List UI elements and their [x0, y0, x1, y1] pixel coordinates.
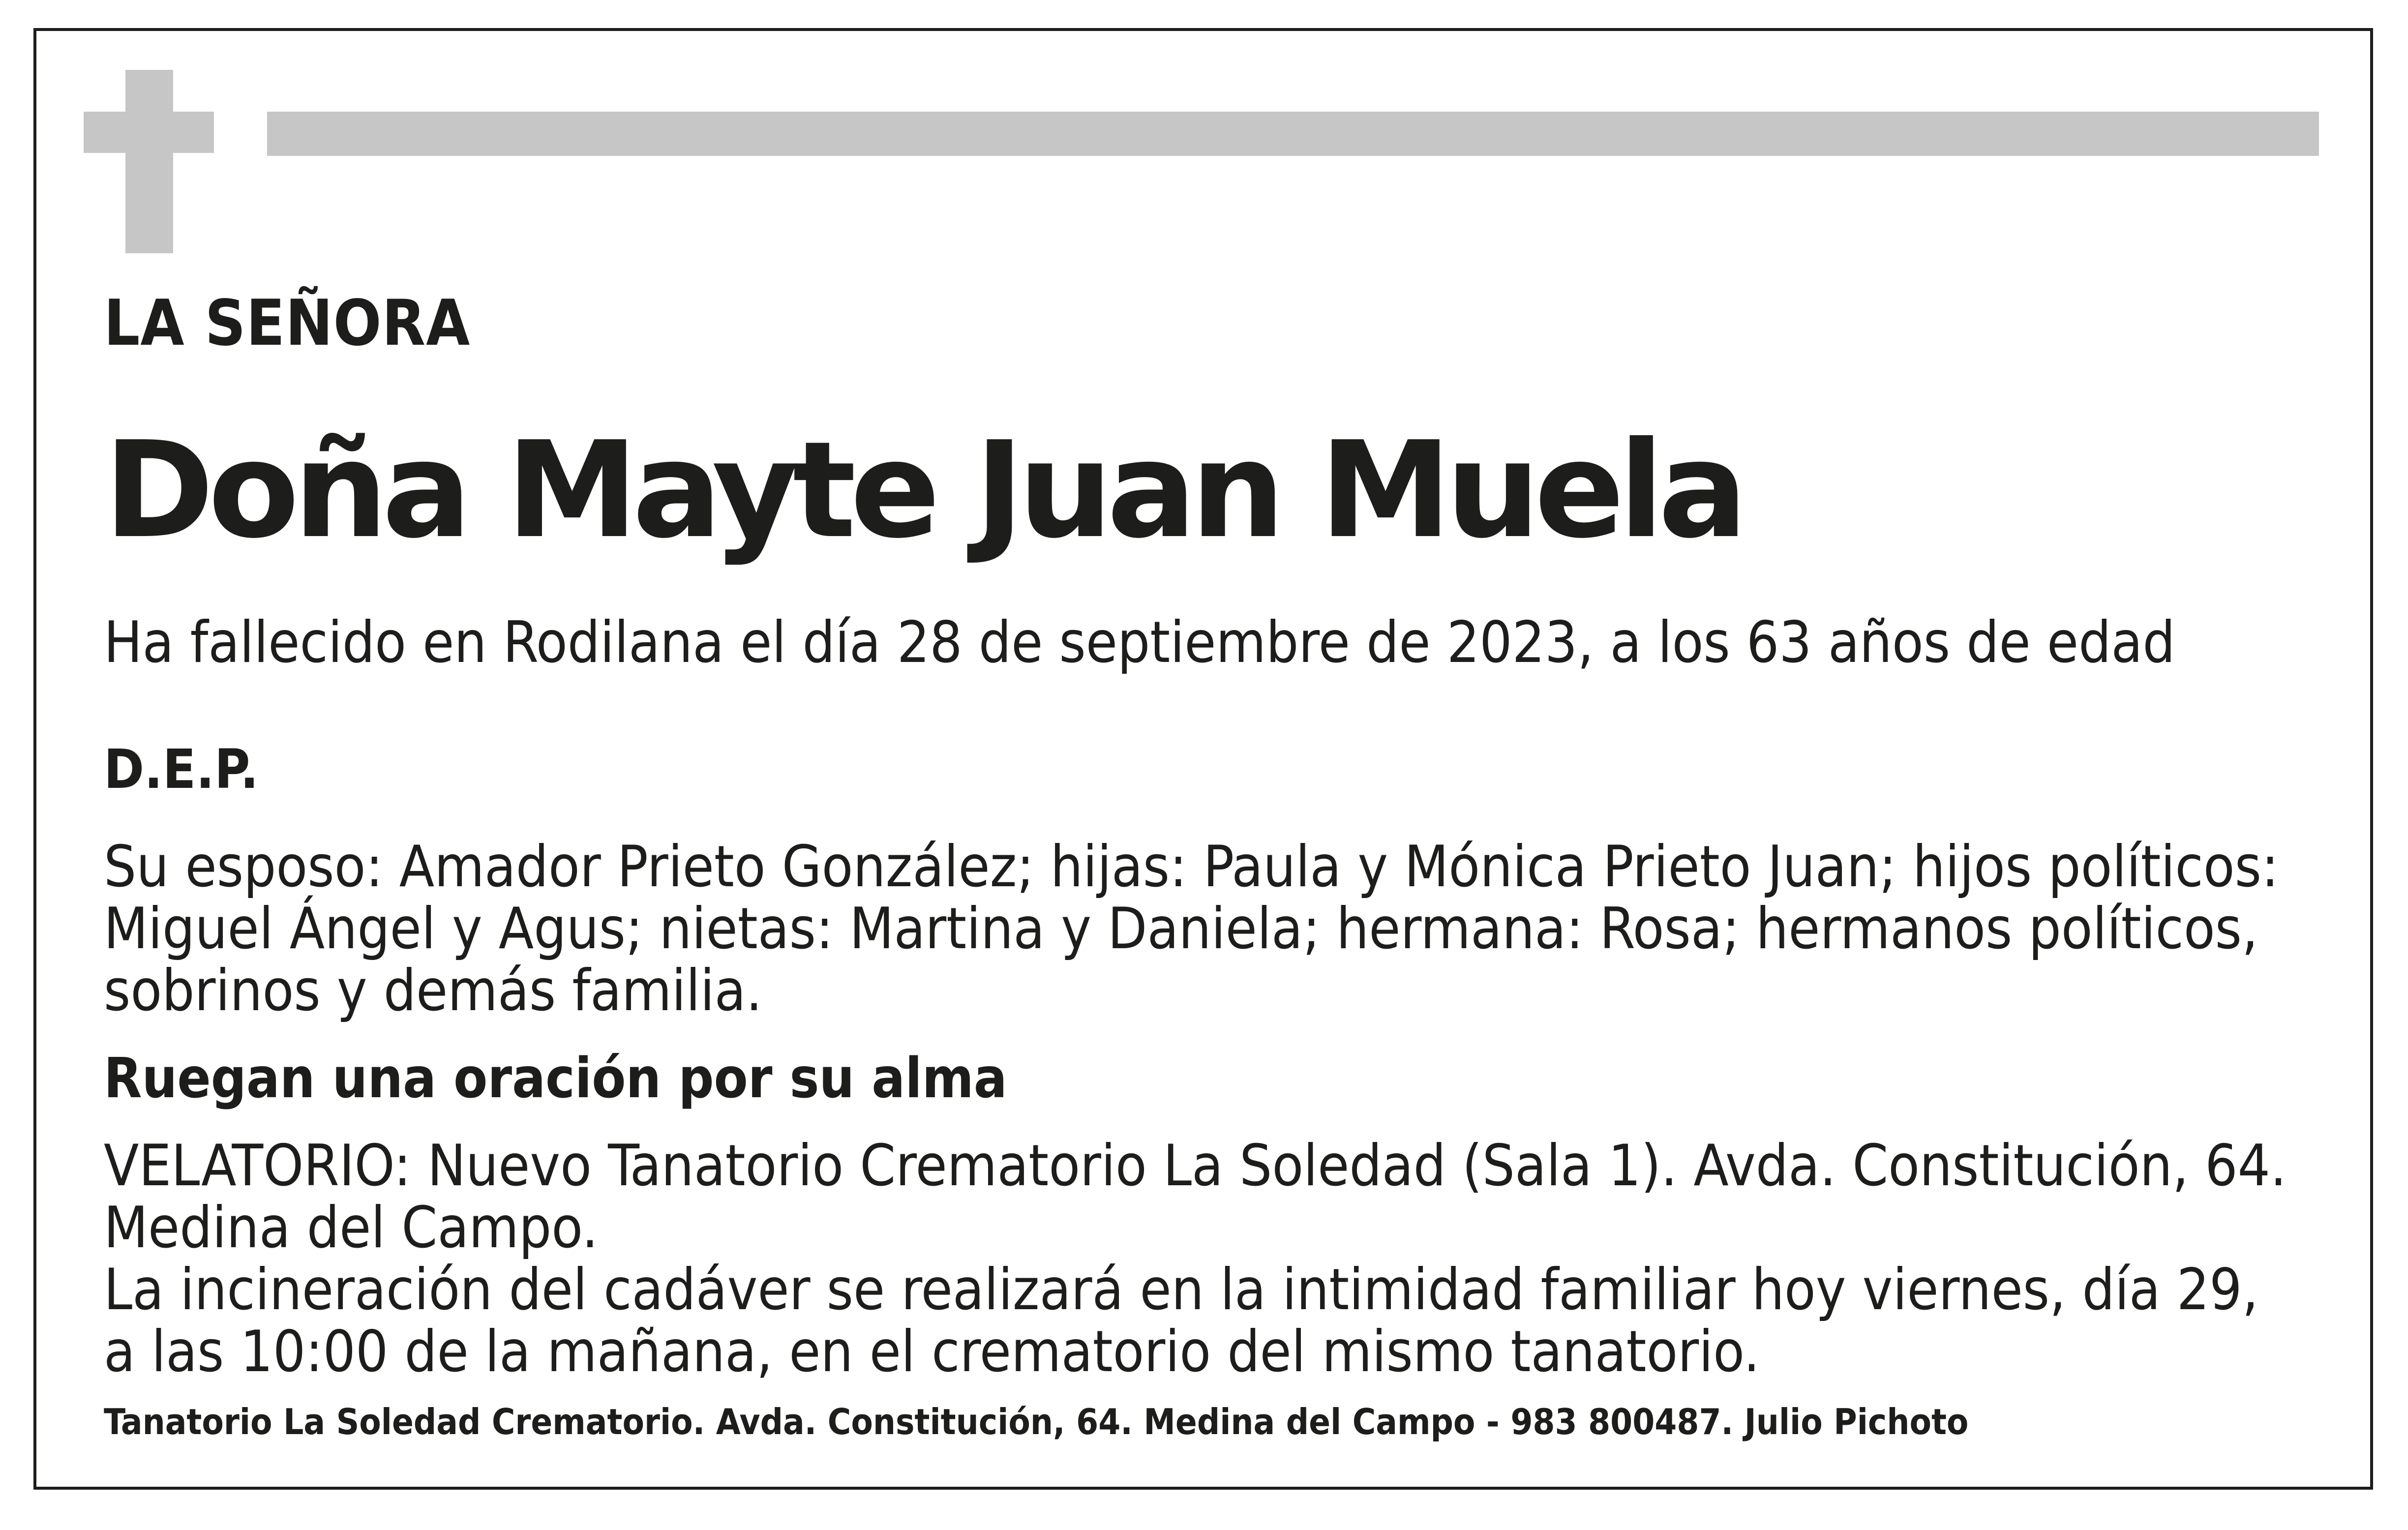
family-paragraph [104, 836, 2279, 1022]
family-line: Miguel Ángel y Agus; nietas: Martina y Daniela; hermana: Rosa; hermanos políticos, [104, 896, 2258, 962]
velatorio-line: La incineración del cadáver se realizará en la intimidad familiar hoy viernes, día 29, [104, 1257, 2258, 1323]
velatorio-line: a las 10:00 de la mañana, en el crematorio del mismo tanatorio. [104, 1319, 1760, 1385]
velatorio-line: Medina del Campo. [104, 1195, 599, 1261]
notice-heading: LA SEÑORA [104, 287, 471, 360]
family-line: Su esposo: Amador Prieto González; hijas: Paula y Mónica Prieto Juan; hijos políticos: [104, 834, 2279, 900]
death-info: Ha fallecido en Rodilana el día 28 de septiembre de 2023, a los 63 años de edad [104, 609, 2175, 676]
dep-label: D.E.P. [104, 738, 259, 801]
header-rule [267, 112, 2319, 156]
velatorio-line: VELATORIO: Nuevo Tanatorio Crematorio La Soledad (Sala 1). Avda. Constitución, 64. [104, 1133, 2287, 1199]
velatorio-paragraph [104, 1135, 2287, 1383]
family-line: sobrinos y demás familia. [104, 958, 762, 1024]
funeral-home-footer: Tanatorio La Soledad Crematorio. Avda. Constitución, 64. Medina del Campo - 983 800487. Julio Pichoto [104, 1401, 1969, 1442]
cross-horizontal-bar [84, 112, 214, 153]
prayer-request: Ruegan una oración por su alma [104, 1047, 1007, 1110]
deceased-name: Doña Mayte Juan Muela [104, 413, 1742, 568]
cross-vertical-bar [125, 70, 173, 253]
